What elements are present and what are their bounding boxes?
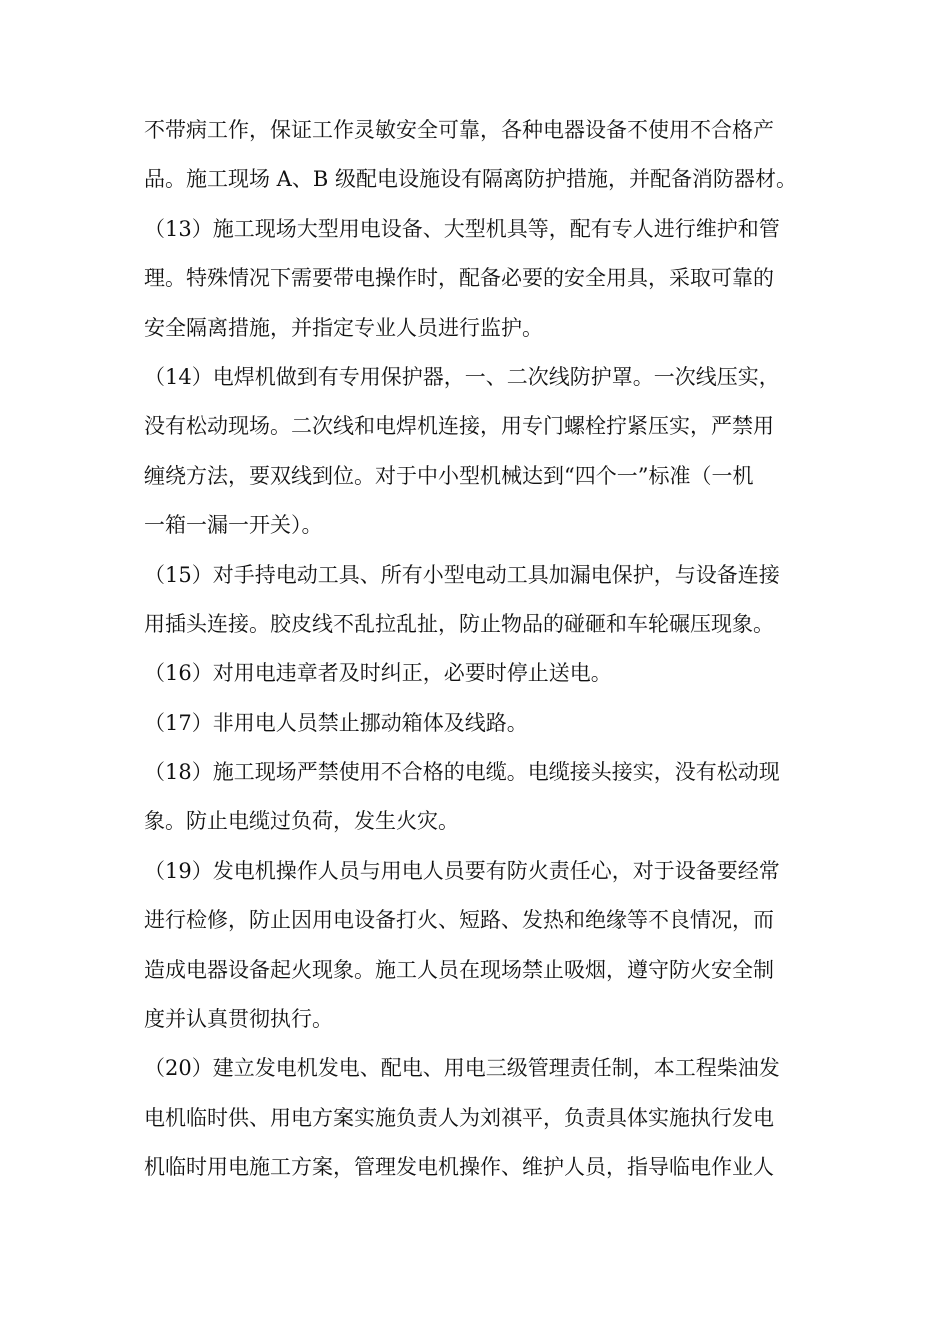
text-line: （17）非用电人员禁止挪动箱体及线路。 (144, 710, 528, 735)
text-line: （16）对用电违章者及时纠正，必要时停止送电。 (144, 661, 612, 686)
text-line: 度并认真贯彻执行。 (144, 1007, 333, 1032)
document-body (144, 118, 814, 1205)
text-line: （18）施工现场严禁使用不合格的电缆。电缆接头接实，没有松动现 (144, 760, 780, 785)
text-line: 缠绕方法，要双线到位。对于中小型机械达到“四个一”标准（一机 (144, 463, 754, 488)
text-line: 一箱一漏一开关）。 (144, 513, 323, 538)
text-line: （14）电焊机做到有专用保护器，一、二次线防护罩。一次线压实， (144, 364, 780, 389)
text-line: （20）建立发电机发电、配电、用电三级管理责任制，本工程柴油发 (144, 1056, 780, 1081)
text-line: 理。特殊情况下需要带电操作时，配备必要的安全用具，采取可靠的 (144, 266, 774, 291)
text-line: 机临时用电施工方案，管理发电机操作、维护人员，指导临电作业人 (144, 1155, 774, 1180)
text-line: 造成电器设备起火现象。施工人员在现场禁止吸烟，遵守防火安全制 (144, 957, 774, 982)
text-line: （19）发电机操作人员与用电人员要有防火责任心，对于设备要经常 (144, 858, 780, 883)
text-line: 电机临时供、用电方案实施负责人为刘祺平，负责具体实施执行发电 (144, 1105, 774, 1130)
text-line: 没有松动现场。二次线和电焊机连接，用专门螺栓拧紧压实，严禁用 (144, 414, 774, 439)
text-line: （15）对手持电动工具、所有小型电动工具加漏电保护，与设备连接 (144, 562, 780, 587)
text-line: 用插头连接。胶皮线不乱拉乱扯，防止物品的碰砸和车轮碾压现象。 (144, 611, 774, 636)
text-line: （13）施工现场大型用电设备、大型机具等，配有专人进行维护和管 (144, 216, 780, 241)
text-line: 品。施工现场 A、B 级配电设施设有隔离防护措施，并配备消防器材。 (144, 167, 797, 192)
text-line: 不带病工作，保证工作灵敏安全可靠，各种电器设备不使用不合格产 (144, 118, 774, 142)
text-line: 安全隔离措施，并指定专业人员进行监护。 (144, 315, 543, 340)
text-line: 进行检修，防止因用电设备打火、短路、发热和绝缘等不良情况，而 (144, 908, 774, 933)
text-line: 象。防止电缆过负荷，发生火灾。 (144, 809, 459, 834)
